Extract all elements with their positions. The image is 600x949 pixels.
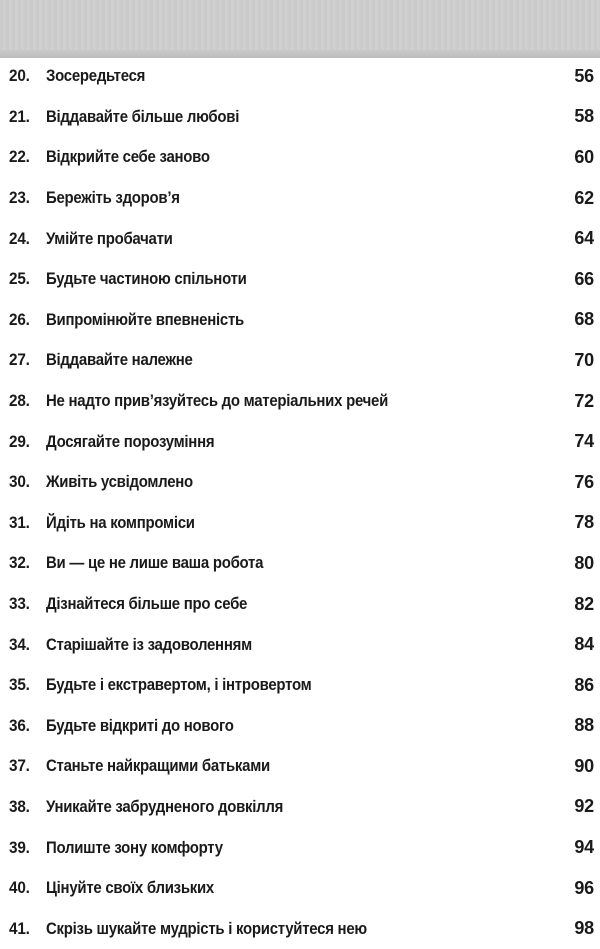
toc-entry [0, 421, 600, 462]
toc-entry [0, 381, 600, 422]
entry-title: Ви — це не лише ваша робота [46, 553, 264, 573]
entry-title: Скрізь шукайте мудрість і користуйтеся нею [46, 918, 367, 938]
toc-entry [0, 218, 600, 259]
entry-title: Старішайте із задоволенням [46, 634, 252, 654]
entry-number: 38. [9, 796, 30, 816]
entry-page: 60 [574, 146, 594, 167]
entry-title: Дізнайтеся більше про себе [46, 594, 248, 614]
entry-number: 29. [9, 431, 30, 451]
entry-page: 56 [574, 65, 594, 86]
entry-number: 36. [9, 715, 30, 735]
toc-entry [0, 56, 600, 97]
toc-entry [0, 908, 600, 949]
entry-page: 96 [574, 877, 594, 898]
entry-number: 34. [9, 634, 30, 654]
entry-number: 39. [9, 837, 30, 857]
entry-number: 21. [9, 106, 30, 126]
entry-title: Будьте і екстравертом, і інтровертом [46, 675, 312, 695]
toc-entry [0, 340, 600, 381]
toc-entry [0, 868, 600, 909]
toc-entry [0, 178, 600, 219]
entry-title: Йдіть на компроміси [46, 512, 195, 532]
entry-page: 64 [574, 228, 594, 249]
entry-number: 30. [9, 472, 30, 492]
entry-title: Віддавайте належне [46, 350, 193, 370]
entry-page: 70 [574, 349, 594, 370]
entry-page: 78 [574, 512, 594, 533]
entry-page: 92 [574, 796, 594, 817]
entry-title: Випромінюйте впевненість [46, 309, 244, 329]
entry-page: 80 [574, 552, 594, 573]
entry-number: 27. [9, 350, 30, 370]
toc-entry [0, 624, 600, 665]
entry-title: Будьте частиною спільноти [46, 269, 247, 289]
toc-entry [0, 584, 600, 625]
entry-title: Уникайте забрудненого довкілля [46, 796, 284, 816]
entry-number: 33. [9, 594, 30, 614]
entry-page: 74 [574, 431, 594, 452]
entry-page: 66 [574, 268, 594, 289]
entry-number: 26. [9, 309, 30, 329]
entry-number: 25. [9, 269, 30, 289]
toc-entry [0, 300, 600, 341]
entry-page: 88 [574, 715, 594, 736]
entry-number: 31. [9, 512, 30, 532]
toc-entry [0, 706, 600, 747]
entry-title: Станьте найкращими батьками [46, 756, 270, 776]
toc-entry [0, 462, 600, 503]
toc-entry [0, 787, 600, 828]
entry-title: Умійте пробачати [46, 228, 173, 248]
toc-entry [0, 503, 600, 544]
entry-title: Віддавайте більше любові [46, 106, 240, 126]
entry-page: 90 [574, 755, 594, 776]
entry-page: 82 [574, 593, 594, 614]
table-of-contents [0, 56, 600, 949]
entry-number: 23. [9, 188, 30, 208]
entry-number: 22. [9, 147, 30, 167]
entry-title: Цінуйте своїх близьких [46, 878, 214, 898]
entry-title: Полиште зону комфорту [46, 837, 223, 857]
entry-number: 24. [9, 228, 30, 248]
entry-title: Відкрийте себе заново [46, 147, 210, 167]
toc-entry [0, 137, 600, 178]
entry-title: Не надто прив’язуйтесь до матеріальних речей [46, 391, 389, 411]
entry-title: Зосередьтеся [46, 66, 146, 86]
entry-page: 76 [574, 471, 594, 492]
toc-entry [0, 746, 600, 787]
entry-page: 98 [574, 918, 594, 939]
entry-number: 32. [9, 553, 30, 573]
toc-entry [0, 259, 600, 300]
entry-page: 58 [574, 106, 594, 127]
entry-page: 68 [574, 309, 594, 330]
entry-number: 35. [9, 675, 30, 695]
entry-page: 62 [574, 187, 594, 208]
entry-title: Бережіть здоров’я [46, 188, 180, 208]
entry-page: 84 [574, 634, 594, 655]
entry-title: Живіть усвідомлено [46, 472, 193, 492]
toc-entry [0, 827, 600, 868]
toc-entry [0, 665, 600, 706]
entry-number: 41. [9, 918, 30, 938]
toc-entry [0, 543, 600, 584]
entry-page: 94 [574, 837, 594, 858]
toc-entry [0, 97, 600, 138]
entry-title: Досягайте порозуміння [46, 431, 215, 451]
entry-number: 28. [9, 391, 30, 411]
entry-page: 86 [574, 674, 594, 695]
entry-number: 40. [9, 878, 30, 898]
entry-number: 37. [9, 756, 30, 776]
header-band [0, 0, 600, 58]
entry-title: Будьте відкриті до нового [46, 715, 234, 735]
entry-number: 20. [9, 66, 30, 86]
entry-page: 72 [574, 390, 594, 411]
